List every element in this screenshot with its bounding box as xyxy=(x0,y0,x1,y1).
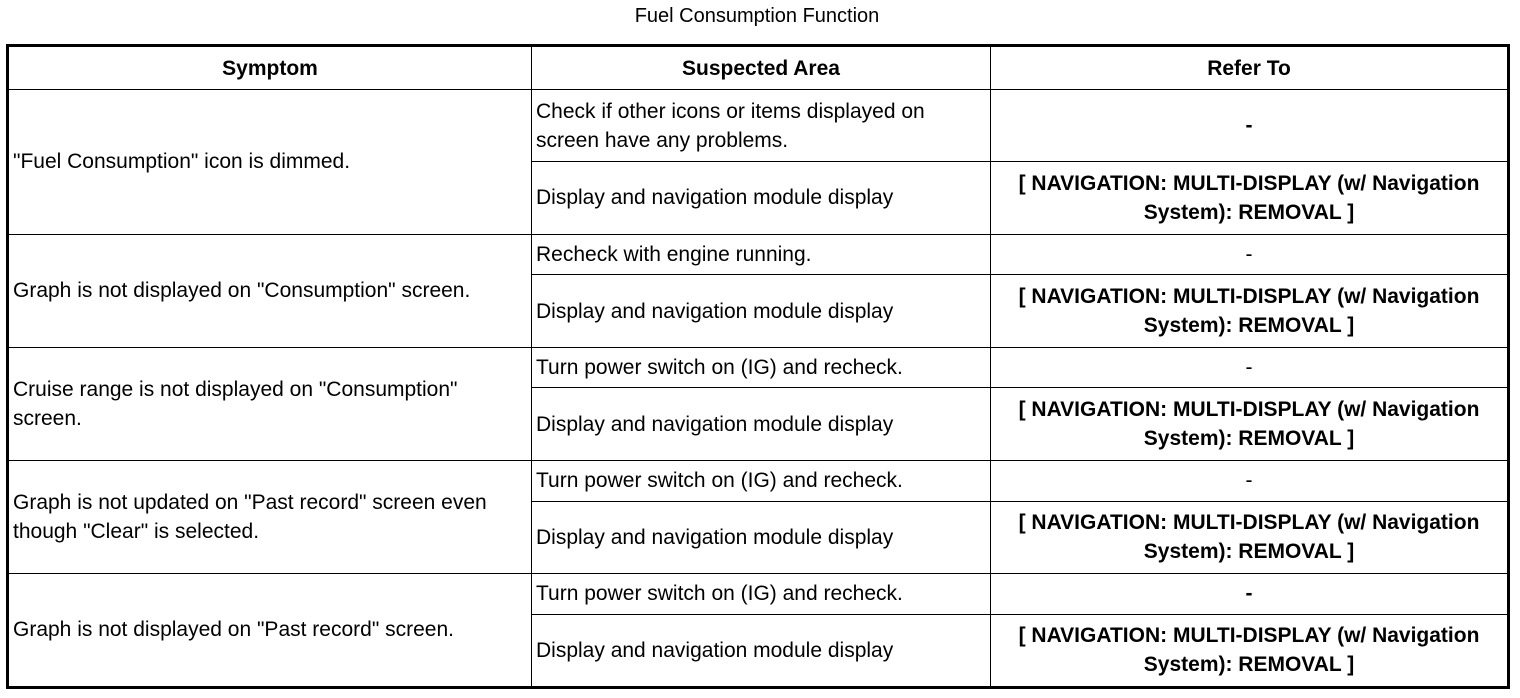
table-header-row xyxy=(8,46,1509,90)
table-row xyxy=(8,90,1509,162)
symptom-cell: Graph is not updated on "Past record" screen even though "Clear" is selected. xyxy=(8,460,532,573)
refer-to-cell: - xyxy=(991,460,1509,501)
header-suspected-area: Suspected Area xyxy=(532,46,991,90)
suspected-area-cell: Recheck with engine running. xyxy=(532,234,991,275)
suspected-area-cell: Display and navigation module display xyxy=(532,501,991,573)
symptom-table xyxy=(6,44,1510,689)
symptom-cell: "Fuel Consumption" icon is dimmed. xyxy=(8,90,532,235)
refer-to-link[interactable]: [ NAVIGATION: MULTI-DISPLAY (w/ Navigation System): REMOVAL ] xyxy=(991,388,1509,460)
suspected-area-cell: Display and navigation module display xyxy=(532,275,991,347)
suspected-area-cell: Display and navigation module display xyxy=(532,614,991,687)
suspected-area-cell: Turn power switch on (IG) and recheck. xyxy=(532,460,991,501)
table-caption: Fuel Consumption Function xyxy=(634,5,880,27)
refer-to-cell: - xyxy=(991,573,1509,614)
refer-to-link[interactable]: [ NAVIGATION: MULTI-DISPLAY (w/ Navigation System): REMOVAL ] xyxy=(991,275,1509,347)
symptom-cell: Graph is not displayed on "Consumption" screen. xyxy=(8,234,532,347)
suspected-area-cell: Turn power switch on (IG) and recheck. xyxy=(532,347,991,388)
table-row xyxy=(8,347,1509,388)
suspected-area-cell: Turn power switch on (IG) and recheck. xyxy=(532,573,991,614)
table-row xyxy=(8,460,1509,501)
header-symptom: Symptom xyxy=(8,46,532,90)
header-refer-to: Refer To xyxy=(991,46,1509,90)
suspected-area-cell: Display and navigation module display xyxy=(532,388,991,460)
refer-to-link[interactable]: [ NAVIGATION: MULTI-DISPLAY (w/ Navigation System): REMOVAL ] xyxy=(991,614,1509,687)
refer-to-link[interactable]: [ NAVIGATION: MULTI-DISPLAY (w/ Navigation System): REMOVAL ] xyxy=(991,501,1509,573)
table-row xyxy=(8,573,1509,614)
suspected-area-cell: Display and navigation module display xyxy=(532,162,991,234)
symptom-cell: Graph is not displayed on "Past record" screen. xyxy=(8,573,532,687)
refer-to-cell: - xyxy=(991,234,1509,275)
suspected-area-cell: Check if other icons or items displayed on screen have any problems. xyxy=(532,90,991,162)
refer-to-link[interactable]: [ NAVIGATION: MULTI-DISPLAY (w/ Navigation System): REMOVAL ] xyxy=(991,162,1509,234)
refer-to-cell: - xyxy=(991,347,1509,388)
refer-to-cell: - xyxy=(991,90,1509,162)
symptom-cell: Cruise range is not displayed on "Consumption" screen. xyxy=(8,347,532,460)
table-row xyxy=(8,234,1509,275)
